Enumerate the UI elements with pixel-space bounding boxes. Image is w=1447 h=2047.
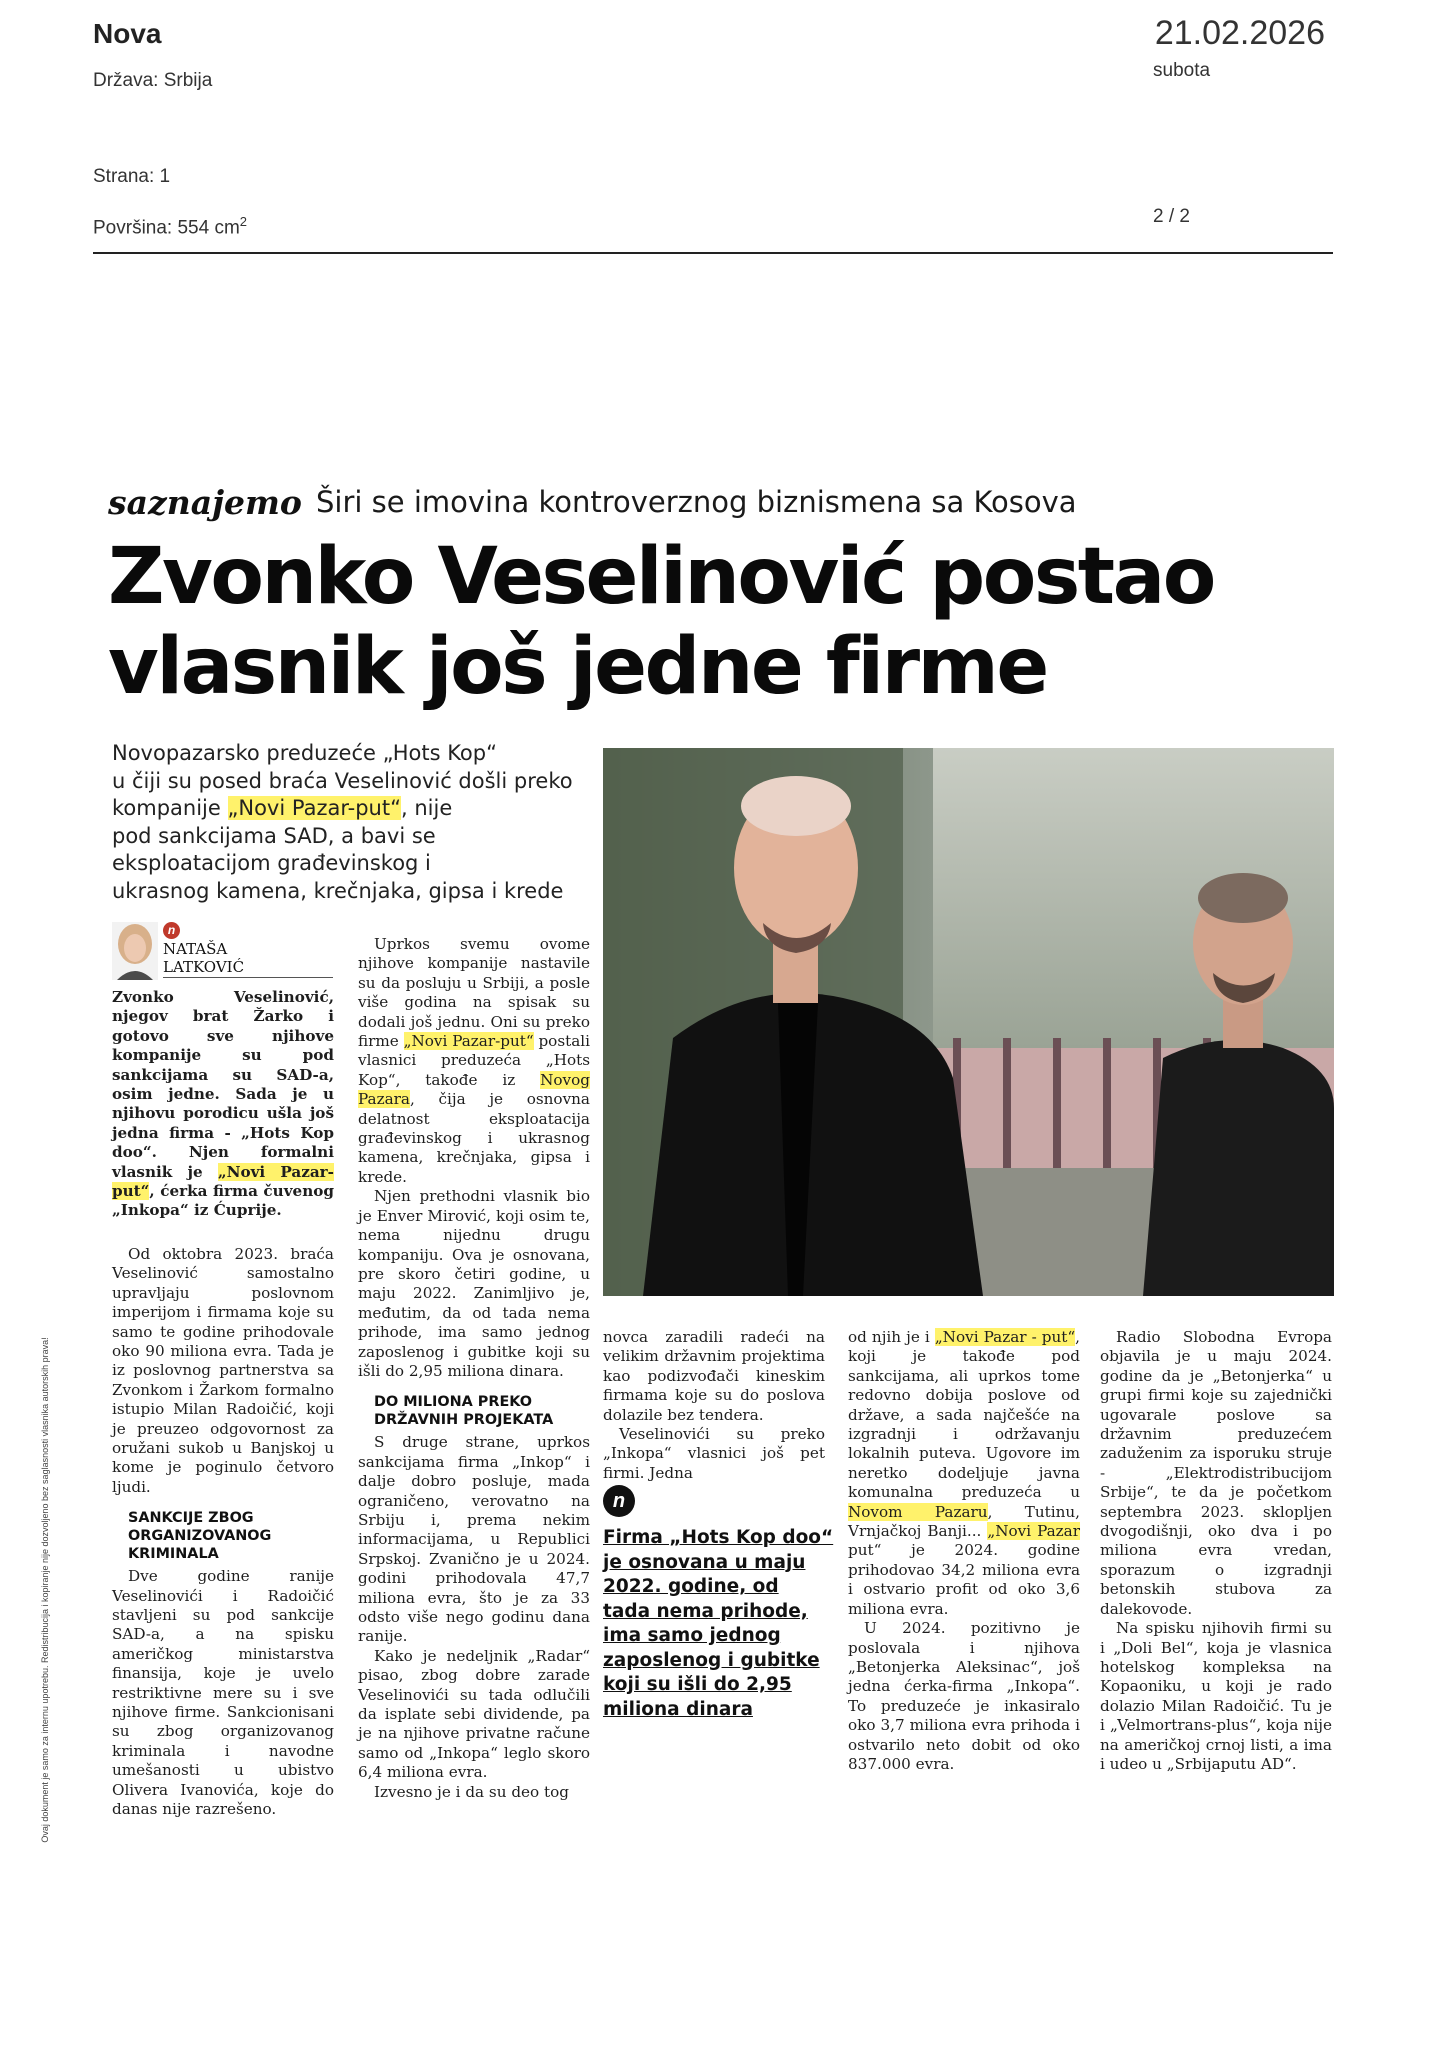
paragraph: U 2024. pozitivno je poslovala i njihova „Betonjerka Aleksinac“, još jedna ćerka-firma „Inkopa“. To preduzeće je inkasiralo oko 3,7 miliona evra prihoda i ostvarilo neto dobit od oko 837.000 evra. xyxy=(848,1619,1080,1773)
pull-quote-line: miliona dinara xyxy=(603,1698,753,1720)
paragraph: Veselinovići su preko „Inkopa“ vlasnici još pet firmi. Jedna xyxy=(603,1425,825,1482)
section-subheading: DO MILIONA PREKO DRŽAVNIH PROJEKATA xyxy=(374,1394,554,1429)
headline-line: vlasnik još jedne firme xyxy=(108,622,1047,712)
intro-paragraph: Zvonko Veselinović, njegov brat Žarko i gotovo sve njihove kompanije su pod sankcijama su SAD-a, osim jedne. Sada je u njihovu porodicu ušla još jedna firma - „Hots Kop doo“. Njen formalni vlasnik je „Novi Pazar-put“, ćerka firma čuvenog „Inkopa“ iz Ćuprije. xyxy=(112,988,334,1220)
paragraph: Radio Slobodna Evropa objavila je u maju 2024. godine da je „Betonjerka“ u grupi firmi koje su zajednički ugovarale poslove sa državnim preduzećem zaduženim za isporuku struje - „Elektrodistribucijom Srbije“, te da je početkom septembra 2023. sklopljen dvogodišnji, oko dva i po miliona evra vredan, sporazum o izgradnji betonskih stubova za dalekovode. xyxy=(1100,1328,1332,1618)
nova-logo-icon: n xyxy=(603,1485,635,1517)
clipping-weekday: subota xyxy=(1153,60,1211,81)
page-count: 2 / 2 xyxy=(1153,206,1190,227)
author-logo-icon: n xyxy=(163,922,180,939)
pull-quote-line: 2022. godine, od xyxy=(603,1576,779,1597)
lead-line: u čiji su posed braća Veselinović došli preko xyxy=(112,768,573,793)
header-divider xyxy=(93,252,1333,254)
paragraph: S druge strane, uprkos sankcijama firma „Inkop“ i dalje dobro posluje, mada ograničeno, verovatno na Srbiju i, prema nekim informacijama, u Republici Srpskoj. Zvanično je u 2024. godini prihodovala 47,7 miliona evra, što je za 33 odsto više nego godinu dana ranije. xyxy=(358,1433,590,1646)
text-column-5 xyxy=(1100,1328,1332,1774)
article-lead xyxy=(112,740,592,905)
paragraph: Kako je nedeljnik „Radar“ pisao, zbog dobre zarade Veselinovići su tada odlučili da isplate sebi dividende, pa je na njihove privatne račune samo od „Inkopa“ leglo skoro 6,4 miliona evra. xyxy=(358,1646,590,1782)
paragraph: Na spisku njihovih firmi su i „Doli Bel“, koja je vlasnica hotelskog kompleksa na Kopaoniku, u koji je rado dolazio Milan Radoičić. Tu je i „Velmortrans-plus“, koja nije na američkoj crnoj listi, a ima i udeo u „Srbijaputu AD“. xyxy=(1100,1619,1332,1773)
pull-quote-line: Firma „Hots Kop doo“ xyxy=(603,1527,834,1548)
article-kicker: saznajemo xyxy=(108,483,302,522)
pull-quote-line: tada nema prihode, xyxy=(603,1600,808,1622)
country-label: Država: Srbija xyxy=(93,70,213,91)
text-column-3 xyxy=(603,1328,825,1483)
lead-line: ukrasnog kamena, krečnjaka, gipsa i krede xyxy=(112,878,564,903)
paragraph: Od oktobra 2023. braća Veselinović samostalno upravljaju poslovnom imperijom i firmama koje su samo te godine prihodovale oko 90 miliona evra. Tada je iz poslovnog partnerstva sa Zvonkom i Žarkom formalno istupio Milan Radoičić, koji je preuzeo odgovornost za oružani sukob u Banjskoj u kome je poginulo četvoro ljudi. xyxy=(112,1244,334,1496)
paragraph: Izvesno je i da su deo tog xyxy=(374,1782,569,1801)
publication-name: Nova xyxy=(93,18,162,49)
page-label: Strana: 1 xyxy=(93,166,171,187)
text-column-2 xyxy=(358,935,590,1802)
text-column-4 xyxy=(848,1328,1080,1774)
area-label: Površina: 554 $cm^2$ xyxy=(93,214,248,239)
paragraph: Dve godine ranije Veselinovići i Radoičić stavljeni su pod sankcije SAD-a, a na spisku američkog ministarstva finansija, koje je uvelo restriktivne mere su i sve njihove firme. Sankcionisani su zbog organizovanog kriminala i navodne umešanosti u ubistvo Olivera Ivanovića, koje do danas nije razrešeno. xyxy=(112,1567,334,1819)
copyright-side-note: Ovaj dokument je samo za internu upotrebu. Redistribucija i kopiranje nije dozvoljeno bez saglasnosti vlasnika autorskih prava! xyxy=(40,1337,50,1843)
pull-quote-line: ima samo jednog xyxy=(603,1625,781,1646)
pull-quote-line: je osnovana u maju xyxy=(603,1551,806,1573)
article-photo xyxy=(603,748,1334,1296)
paragraph: od njih je i „Novi Pazar - put“, koji je takođe pod sankcijama, ali uprkos tome redovno dobija poslove od države, a sada najčešće na izgradnji i održavanju lokalnih puteva. Ugovore im neretko dodeljuje javna komunalna preduzeća u Novom Pazaru, Tutinu, Vrnjačkoj Banji... „Novi Pazar put“ je 2024. godine prihodovao 34,2 miliona evra i ostvario profit od oko 3,6 miliona evra. xyxy=(848,1328,1080,1618)
article-headline xyxy=(108,532,1338,712)
pull-quote-line: zaposlenog i gubitke xyxy=(603,1649,820,1671)
lead-line: eksploatacijom građevinskog i xyxy=(112,851,431,875)
lead-line: kompanije „Novi Pazar-put“, nije xyxy=(112,796,453,820)
article-supertitle: Širi se imovina kontroverznog biznismena sa Kosova xyxy=(316,485,1077,519)
headline-line: Zvonko Veselinović postao xyxy=(108,532,1214,622)
author-name xyxy=(163,940,244,976)
author-avatar xyxy=(112,922,158,980)
lead-line: Novopazarsko preduzeće „Hots Kop“ xyxy=(112,741,497,765)
author-first-name: NATAŠA xyxy=(163,940,228,958)
author-last-name: LATKOVIĆ xyxy=(163,958,245,976)
paragraph: Uprkos svemu ovome njihove kompanije nastavile su da posluju u Srbiji, a posle više godina na spisak su dodali još jednu. Oni su preko firme „Novi Pazar-put“ postali vlasnici preduzeća „Hots Kop“, takođe iz Novog Pazara, čija je osnovna delatnost eksploatacija građevinskog i ukrasnog kamena, krečnjaka, gipsa i krede. xyxy=(358,935,590,1186)
pull-quote xyxy=(603,1526,834,1722)
section-subheading: SANKCIJE ZBOG ORGANIZOVANOG KRIMINALA xyxy=(128,1510,272,1563)
pull-quote-line: koji su išli do 2,95 xyxy=(603,1674,792,1695)
paragraph: Njen prethodni vlasnik bio je Enver Mirović, koji osim te, nema nijednu drugu kompaniju. Ova je osnovana, pre skoro četiri godine, u maju 2022. Zanimljivo je, međutim, da od tada nema prihode, ima samo jednog zaposlenog i gubitke koji su išli do 2,95 miliona dinara. xyxy=(358,1187,590,1380)
paragraph: novca zaradili radeći na velikim državnim projektima kao podizvođači kineskim firmama koje su do poslova dolazile bez tendera. xyxy=(603,1328,825,1424)
clipping-date: 21.02.2026 xyxy=(1154,14,1325,52)
text-column-1 xyxy=(112,988,334,1819)
author-rule xyxy=(163,977,333,978)
lead-line: pod sankcijama SAD, a bavi se xyxy=(112,823,436,848)
